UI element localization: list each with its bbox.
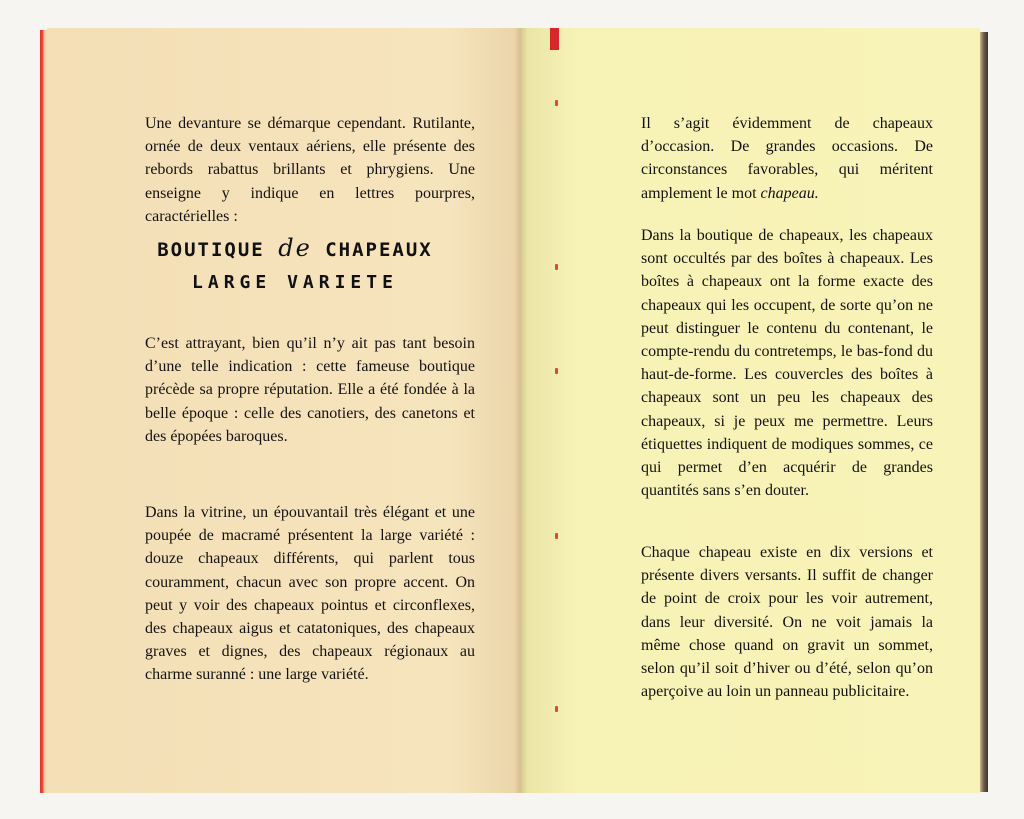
binding-stitch [555,264,558,270]
left-paragraph-1 [145,112,475,228]
left-page [47,28,521,793]
paragraph-text: Chaque chapeau existe en dix versions et présente divers versants. Il suffit de changer de point de croix pour les voir autrement, dans leur diversité. On ne voit jamais la même chose quand on gravit un sommet, selon qu’il soit d’hiver ou d’été, selon qu’on aperçoive au loin un panneau publicitaire. [641,544,933,701]
left-paragraph-3 [145,501,475,687]
paragraph-text: Dans la vitrine, un épouvantail très élégant et une poupée de macramé présentent la large variété : douze chapeaux différents, qui parlent tous couramment, chacun avec son propre accent. On peut y voir des chapeaux pointus et circonflexes, des chapeaux aigus et catatoniques, des chapeaux graves et dignes, des chapeaux régionaux au charme suranné : une large variété. [145,504,475,684]
binding-stitch [555,533,558,539]
binding-stitch [555,368,558,374]
book-gutter [514,28,528,793]
right-page [521,28,980,793]
open-book [40,28,988,793]
bookmark-ribbon [550,28,559,50]
shop-sign-line-2: LARGE VARIETE [192,272,398,293]
red-page-edge [40,30,47,793]
paragraph-text: Il s’agit évidemment de chapeaux d’occasion. De grandes occasions. De circonstances favorables, qui méritent amplement le mot [641,115,933,202]
cover-edge [980,32,988,792]
right-paragraph-2 [641,224,933,502]
italic-word: chapeau. [760,184,819,202]
paragraph-text: Une devanture se démarque cependant. Rutilante, ornée de deux ventaux aériens, elle présente des rebords rabattus brillants et phrygiens. Une enseigne y indique en lettres pourpres, caractérielles : [145,115,475,225]
right-paragraph-1 [641,112,933,205]
binding-stitch [555,100,558,106]
paragraph-text: C’est attrayant, bien qu’il n’y ait pas tant besoin d’une telle indication : cette fameuse boutique précède sa propre réputation. Elle a été fondée à la belle époque : celle des canotiers, des canetons et des épopées baroques. [145,335,475,445]
right-paragraph-3 [641,541,933,703]
sign-word-de: de [278,234,312,262]
left-paragraph-2 [145,332,475,448]
paragraph-text: Dans la boutique de chapeaux, les chapeaux sont occultés par des boîtes à chapeaux. Les boîtes à chapeaux ont la forme exacte des chapeaux qui les occupent, de sorte qu’on ne peut distinguer le contenu du contenant, le compte-rendu du contretemps, le bas-fond du haut-de-forme. Les couvercles des boîtes à chapeaux sont un peu les chapeaux des chapeaux, si je peux me permettre. Leurs étiquettes indiquent de modiques sommes, ce qui permet d’en acquérir de grandes quantités sans s’en douter. [641,227,933,500]
sign-word-chapeaux: CHAPEAUX [325,239,433,261]
shop-sign-line-1 [145,234,445,262]
sign-word-boutique: BOUTIQUE [157,239,265,261]
binding-stitch [555,706,558,712]
